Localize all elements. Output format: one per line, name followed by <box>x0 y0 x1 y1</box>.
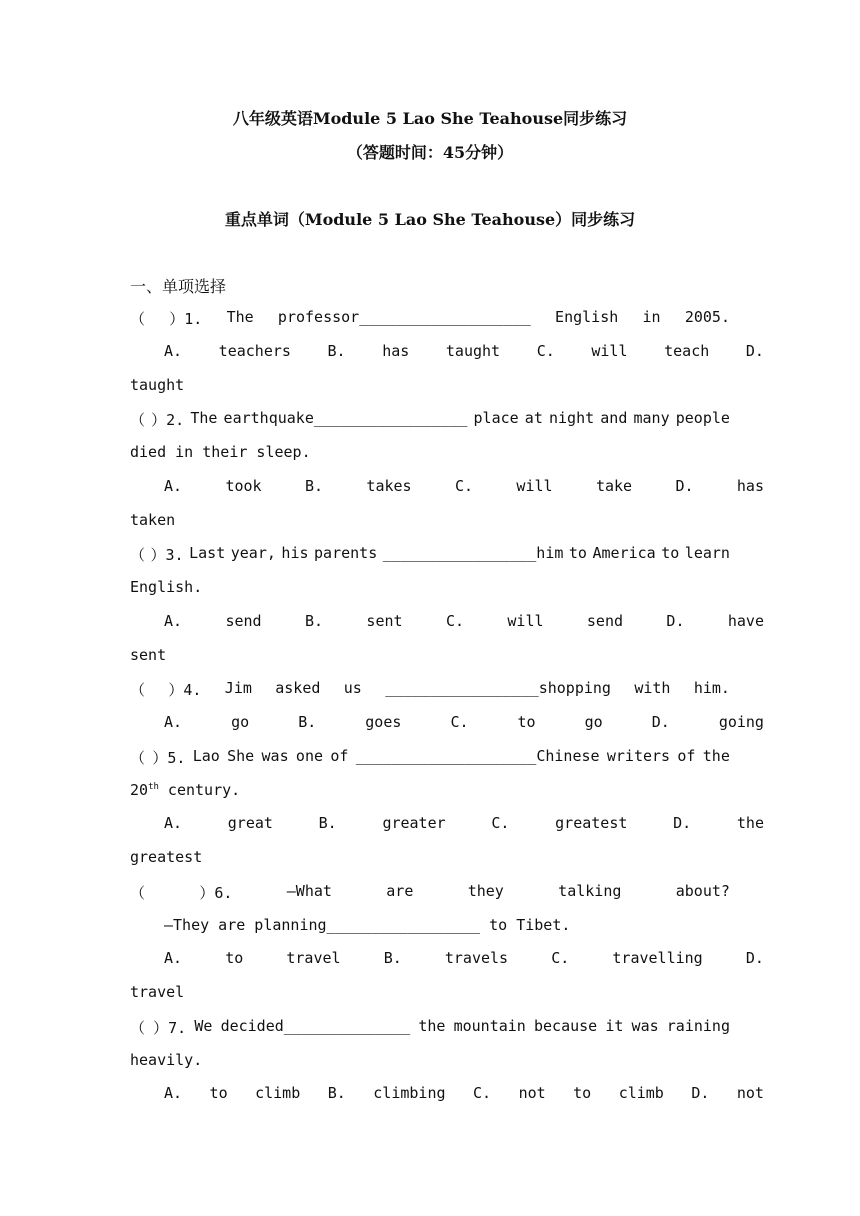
option-word: has <box>736 476 764 495</box>
question-word: ）6. <box>199 883 233 902</box>
continuation-line <box>130 1051 730 1069</box>
options-line <box>130 713 764 731</box>
continuation-line <box>130 983 730 1001</box>
option-word: B. <box>298 713 317 731</box>
question-word: ）5. <box>152 748 186 767</box>
line-text: greatest <box>130 848 203 866</box>
option-word: D. <box>666 611 685 630</box>
option-word: go <box>231 713 250 731</box>
question-line <box>130 544 730 565</box>
line-text: died in their sleep. <box>130 443 311 461</box>
question-word: place <box>473 409 519 428</box>
option-word: send <box>225 611 262 630</box>
question-word: to <box>661 544 680 563</box>
option-word: B. <box>318 814 337 833</box>
question-word: one <box>295 746 324 765</box>
answer-line <box>130 916 764 934</box>
options-line <box>130 612 764 630</box>
question-word: ）1. <box>169 310 203 328</box>
section-heading: 一、单项选择 <box>130 277 227 296</box>
option-word: D. <box>673 814 692 833</box>
question-word: at <box>524 409 543 428</box>
option-word: goes <box>365 713 402 731</box>
options-line <box>130 949 764 967</box>
question-word: are <box>386 881 414 900</box>
option-word: the <box>736 814 764 833</box>
option-word: D. <box>745 949 764 968</box>
question-word: （ <box>130 748 146 767</box>
question-word: ）4. <box>168 681 202 700</box>
time-note: （答题时间：45分钟） <box>346 143 514 162</box>
question-word: —What <box>286 881 332 900</box>
option-word: going <box>718 713 764 731</box>
ordinal-superscript: th <box>148 781 159 792</box>
option-word: have <box>727 611 764 630</box>
option-word: C. <box>450 713 469 731</box>
question-word: ）3. <box>150 546 184 565</box>
option-word: teachers <box>218 341 291 360</box>
option-word: C. <box>491 814 510 833</box>
question-word: earthquake_________________ <box>223 409 468 428</box>
options-line <box>130 342 764 360</box>
question-word: to <box>568 544 587 563</box>
option-word: not <box>736 1084 764 1103</box>
option-word: A. <box>164 341 183 360</box>
question-word: year, <box>230 544 276 563</box>
question-word: mountain <box>453 1016 526 1035</box>
question-word: many <box>633 409 670 428</box>
line-text: 20 <box>130 780 149 799</box>
option-word: not <box>518 1084 546 1103</box>
line-text: travel <box>130 983 185 1001</box>
option-word: greater <box>382 814 446 833</box>
question-word: and <box>600 409 628 428</box>
question-word: his <box>281 544 309 563</box>
question-word: America <box>592 544 656 563</box>
option-word: has <box>382 341 410 360</box>
option-word: travel <box>286 949 341 968</box>
question-word: Last <box>189 544 226 563</box>
option-word: took <box>225 476 262 495</box>
question-word: 2005. <box>684 308 730 326</box>
question-word: ）7. <box>153 1018 187 1037</box>
option-word: take <box>595 476 633 495</box>
question-word: about? <box>675 881 730 900</box>
option-word: taught <box>445 341 501 360</box>
continuation-line <box>130 376 730 394</box>
question-line <box>130 409 730 430</box>
question-word: Lao <box>192 746 220 765</box>
question-word: （ <box>130 411 146 430</box>
option-word: send <box>586 611 624 630</box>
option-word: C. <box>445 611 464 630</box>
option-word: A. <box>164 476 183 495</box>
option-word: C. <box>536 341 555 360</box>
question-word: raining <box>666 1016 730 1035</box>
question-word: they <box>467 881 504 900</box>
question-word: （ <box>130 1018 146 1037</box>
continuation-line <box>130 443 730 461</box>
question-word: night <box>548 409 595 428</box>
question-word: the <box>418 1016 446 1035</box>
question-word: （ <box>130 546 146 565</box>
question-word: decided______________ <box>220 1016 411 1035</box>
question-word: The <box>190 409 218 428</box>
option-word: great <box>227 814 273 833</box>
question-word: ）2. <box>151 411 185 430</box>
option-word: D. <box>745 341 764 360</box>
question-word: because <box>533 1016 598 1035</box>
question-word: people <box>675 409 730 428</box>
line-text: sent <box>130 645 167 664</box>
option-word: teach <box>664 341 710 360</box>
option-word: A. <box>164 611 183 630</box>
option-word: climbing <box>373 1084 446 1103</box>
line-text: English. <box>130 578 203 596</box>
question-word: The <box>226 308 254 326</box>
question-word: writers <box>606 746 671 765</box>
option-word: A. <box>164 713 183 731</box>
continuation-line <box>130 511 730 529</box>
continuation-line <box>130 848 730 866</box>
option-word: to <box>517 713 536 731</box>
question-word: _________________him <box>382 544 564 563</box>
question-line <box>130 308 730 329</box>
option-word: C. <box>473 1084 492 1103</box>
line-text: taken <box>130 510 176 529</box>
option-word: D. <box>691 1084 710 1103</box>
option-word: A. <box>164 949 183 968</box>
options-line <box>130 1084 764 1102</box>
option-word: B. <box>383 949 402 968</box>
question-word: We <box>194 1016 213 1035</box>
option-word: B. <box>327 1084 346 1103</box>
question-word: professor___________________ <box>277 308 531 326</box>
option-word: C. <box>454 476 474 495</box>
option-word: will <box>507 611 544 630</box>
option-word: C. <box>551 949 570 968</box>
line-text: heavily. <box>130 1050 203 1069</box>
question-word: ____________________Chinese <box>355 746 600 765</box>
options-line <box>130 477 764 495</box>
continuation-line <box>130 578 730 596</box>
document-title: 八年级英语Module 5 Lao She Teahouse同步练习 <box>232 109 628 128</box>
question-word: in <box>642 308 661 326</box>
question-word: was <box>261 746 289 765</box>
question-word: talking <box>558 881 622 900</box>
question-word: it <box>605 1016 624 1035</box>
option-word: greatest <box>555 814 628 833</box>
section-title: 重点单词（Module 5 Lao She Teahouse）同步练习 <box>224 210 636 229</box>
line-text: —They are planning_________________ to Tibet. <box>164 915 571 934</box>
question-word: him. <box>693 679 730 698</box>
question-line <box>130 1017 730 1038</box>
option-word: D. <box>675 476 694 495</box>
option-word: go <box>584 713 603 731</box>
question-word: parents <box>314 544 378 563</box>
line-text: century. <box>158 780 241 799</box>
option-word: A. <box>164 814 183 833</box>
option-word: will <box>591 341 628 360</box>
question-word: of <box>677 746 696 765</box>
options-line <box>130 814 764 832</box>
question-word: （ <box>130 310 146 328</box>
option-word: climb <box>618 1084 664 1103</box>
option-word: will <box>516 476 553 495</box>
option-word: B. <box>304 611 324 630</box>
option-word: to <box>573 1084 592 1103</box>
question-word: asked <box>275 679 321 698</box>
question-word: us <box>343 679 362 698</box>
option-word: travelling <box>612 949 703 968</box>
question-word: （ <box>130 681 146 700</box>
option-word: B. <box>304 476 324 495</box>
option-word: D. <box>651 713 670 731</box>
question-word: （ <box>130 883 146 902</box>
option-word: to <box>225 949 244 968</box>
question-line <box>130 882 730 903</box>
question-word: learn <box>684 544 730 563</box>
question-line <box>130 679 730 700</box>
option-word: sent <box>366 611 403 630</box>
option-word: climb <box>255 1084 301 1103</box>
question-line <box>130 747 730 768</box>
question-word: with <box>634 679 671 698</box>
option-word: B. <box>327 341 346 360</box>
question-word: Jim <box>224 679 252 698</box>
continuation-line <box>130 781 730 799</box>
option-word: travels <box>444 949 509 968</box>
question-word: the <box>702 746 730 765</box>
line-text: taught <box>130 375 185 394</box>
question-word: English <box>555 308 619 326</box>
question-word: _________________shopping <box>385 679 611 698</box>
continuation-line <box>130 646 730 664</box>
option-word: takes <box>366 476 412 495</box>
option-word: A. <box>164 1084 183 1103</box>
question-word: She <box>227 746 255 765</box>
question-word: was <box>631 1016 659 1035</box>
question-word: of <box>330 746 349 765</box>
option-word: to <box>209 1084 228 1103</box>
